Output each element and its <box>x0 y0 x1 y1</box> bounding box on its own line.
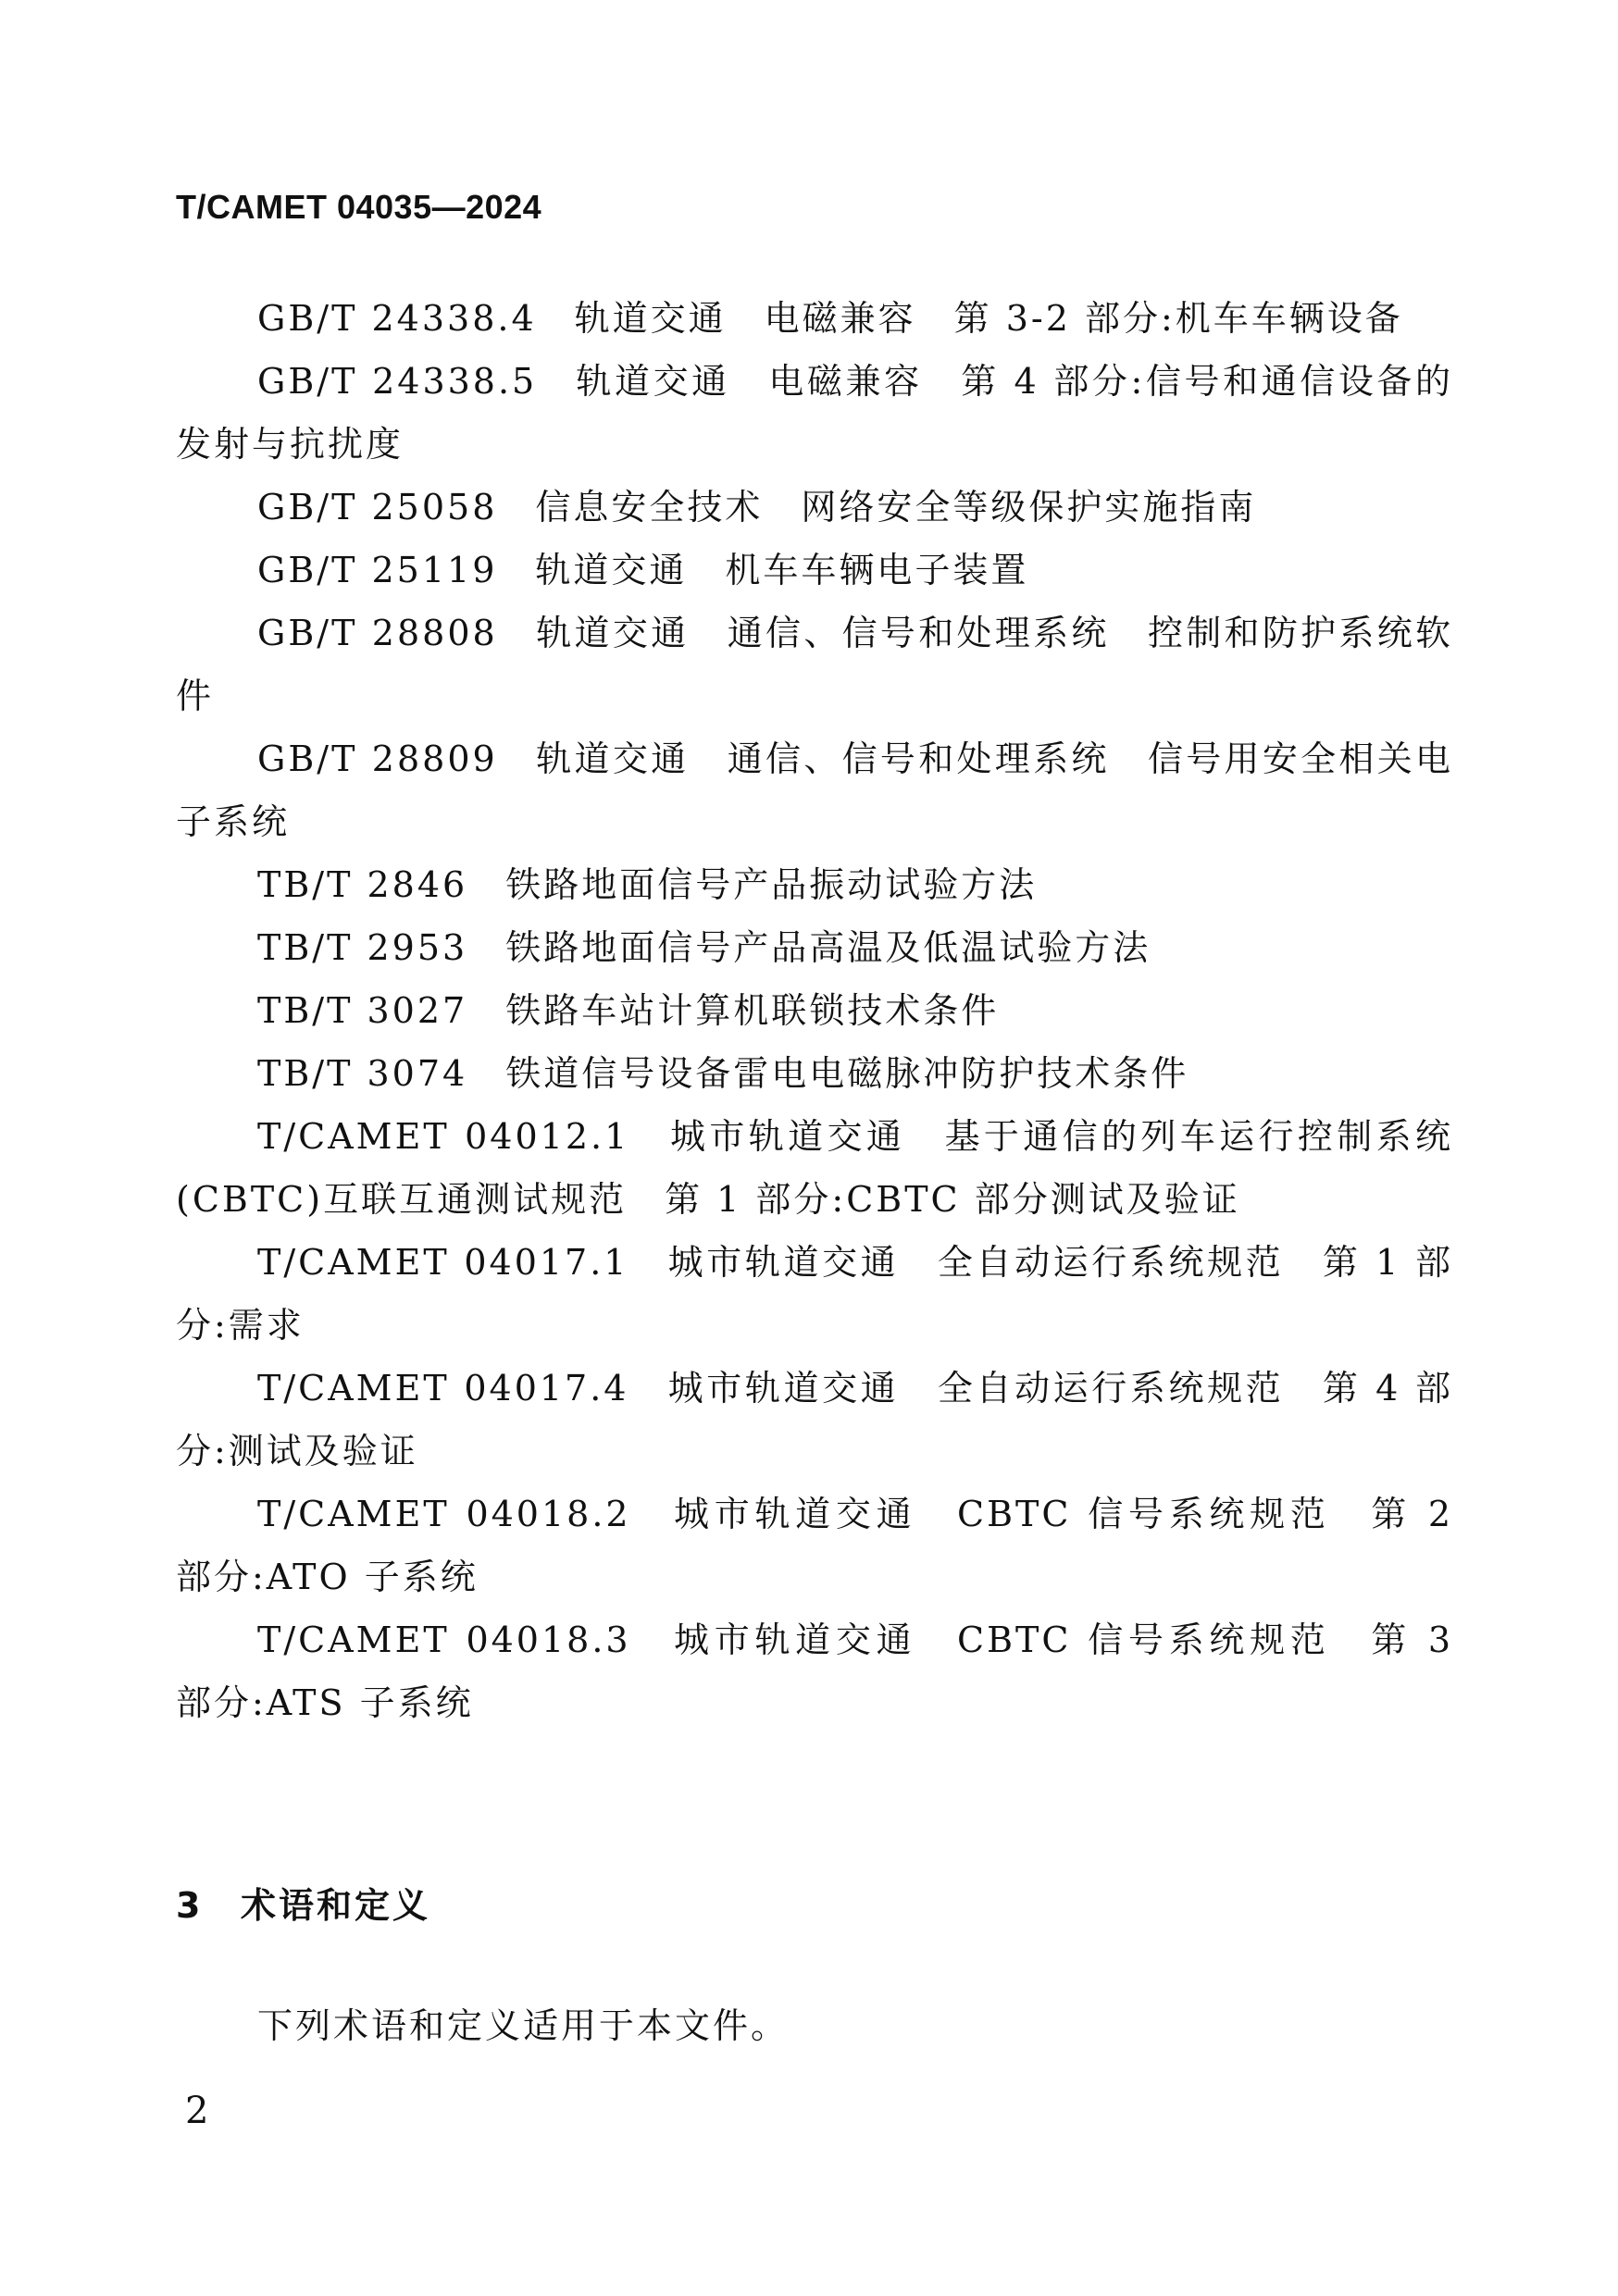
section-heading <box>176 1877 430 1928</box>
reference-item: T/CAMET 04017.1 城市轨道交通 全自动运行系统规范 第 1 部分:需求 <box>176 1242 1453 1346</box>
page-number: 2 <box>185 2090 209 2132</box>
reference-item: T/CAMET 04018.3 城市轨道交通 CBTC 信号系统规范 第 3 部分:ATS 子系统 <box>176 1620 1468 1723</box>
reference-item: T/CAMET 04017.4 城市轨道交通 全自动运行系统规范 第 4 部分:测试及验证 <box>176 1368 1453 1471</box>
standard-code-header: T/CAMET 04035—2024 <box>176 188 542 226</box>
reference-item: TB/T 2953 铁路地面信号产品高温及低温试验方法 <box>257 927 1151 968</box>
reference-item: TB/T 3027 铁路车站计算机联锁技术条件 <box>257 990 1000 1031</box>
section-title: 术语和定义 <box>241 1885 431 1926</box>
section-number: 3 <box>176 1885 204 1926</box>
reference-item: TB/T 2846 铁路地面信号产品振动试验方法 <box>257 864 1038 905</box>
section-intro-text: 下列术语和定义适用于本文件。 <box>257 2005 790 2046</box>
reference-item: T/CAMET 04012.1 城市轨道交通 基于通信的列车运行控制系统(CBTC)互联互通测试规范 第 1 部分:CBTC 部分测试及验证 <box>176 1116 1453 1220</box>
reference-item: GB/T 25119 轨道交通 机车车辆电子装置 <box>257 550 1029 590</box>
reference-item: GB/T 28808 轨道交通 通信、信号和处理系统 控制和防护系统软件 <box>176 613 1453 716</box>
normative-references-list <box>176 287 1468 1734</box>
reference-item: GB/T 25058 信息安全技术 网络安全等级保护实施指南 <box>257 487 1257 527</box>
reference-item: GB/T 24338.5 轨道交通 电磁兼容 第 4 部分:信号和通信设备的发射与抗扰度 <box>176 361 1453 465</box>
reference-item: GB/T 28809 轨道交通 通信、信号和处理系统 信号用安全相关电子系统 <box>176 738 1453 842</box>
reference-item: GB/T 24338.4 轨道交通 电磁兼容 第 3-2 部分:机车车辆设备 <box>257 298 1403 339</box>
reference-item: T/CAMET 04018.2 城市轨道交通 CBTC 信号系统规范 第 2 部分:ATO 子系统 <box>176 1494 1468 1597</box>
reference-item: TB/T 3074 铁道信号设备雷电电磁脉冲防护技术条件 <box>257 1053 1189 1094</box>
